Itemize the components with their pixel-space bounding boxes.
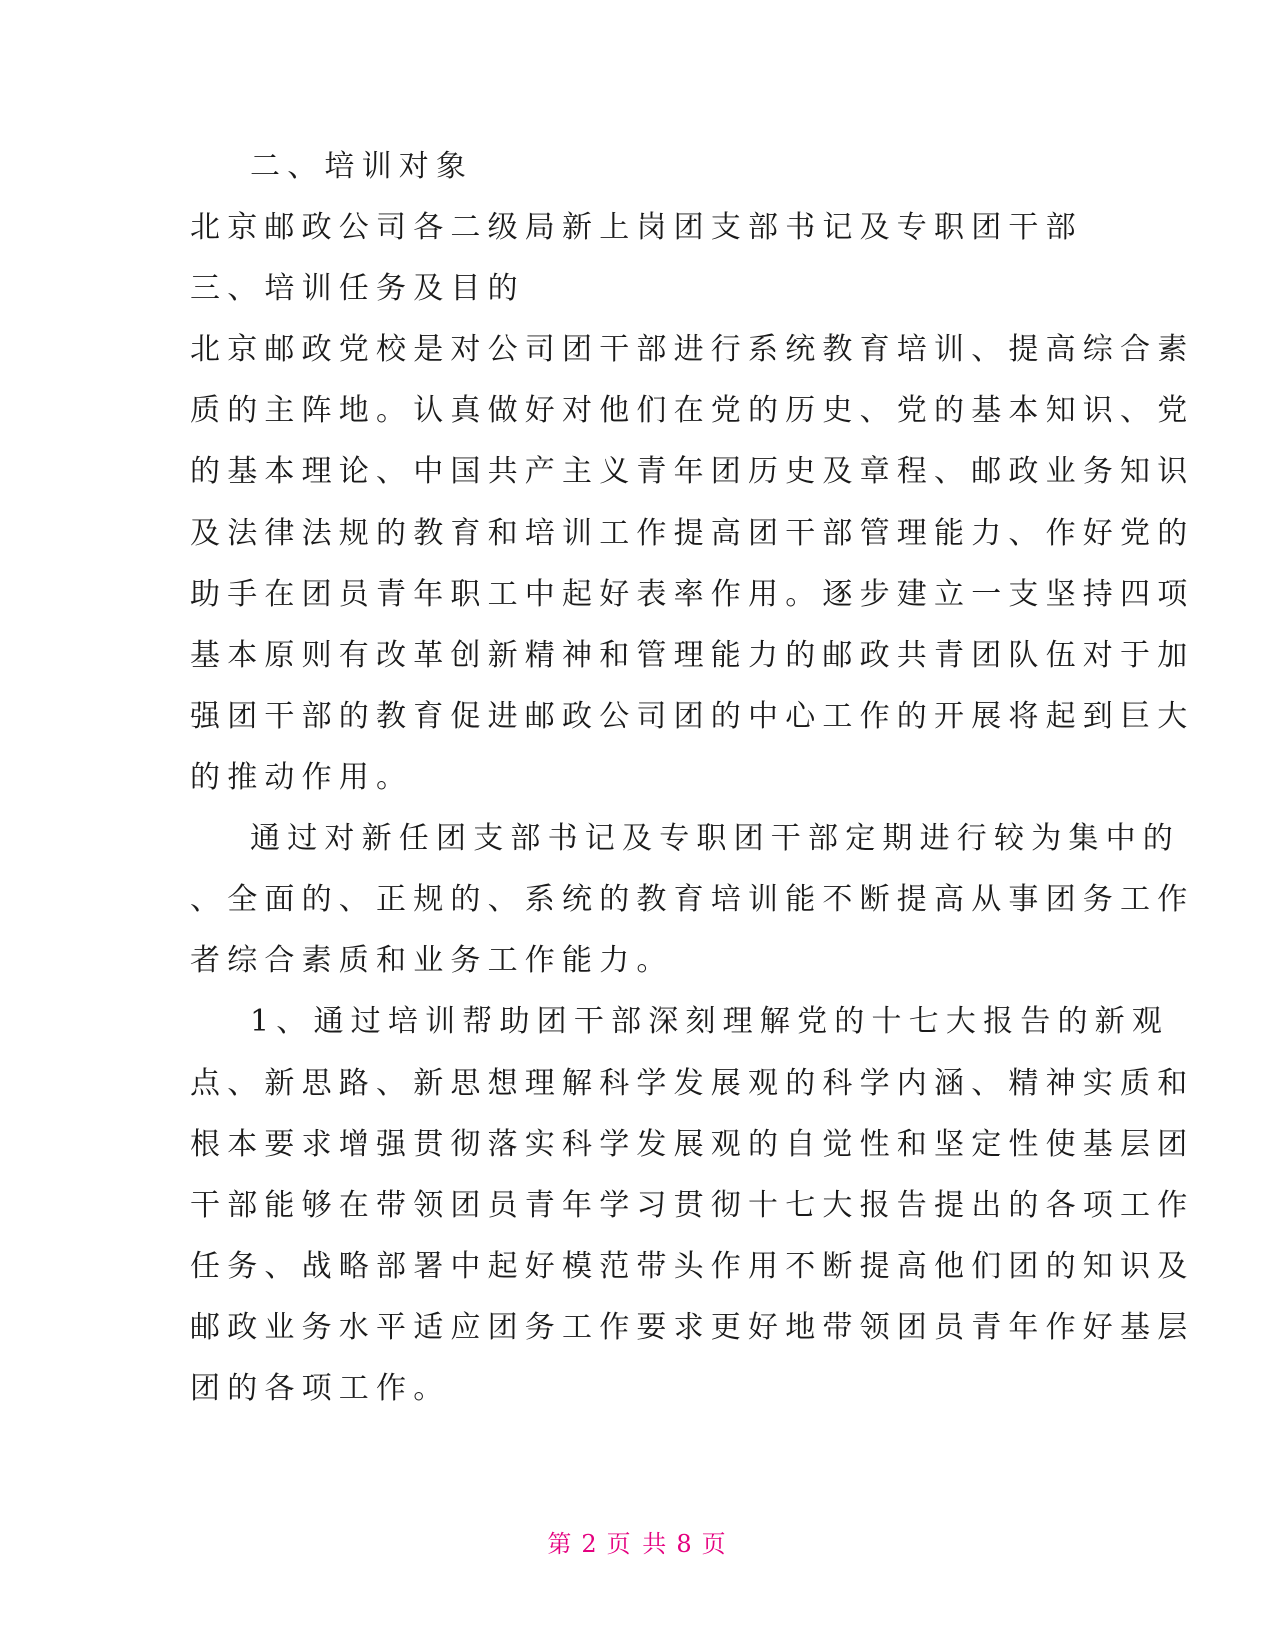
total-pages-number: 8 bbox=[676, 1530, 694, 1558]
paragraph-line: 团的各项工作。 bbox=[190, 1371, 451, 1406]
paragraph-line: 北京邮政公司各二级局新上岗团支部书记及专职团干部 bbox=[190, 210, 1083, 245]
paragraph-line: 及法律法规的教育和培训工作提高团干部管理能力、作好党的 bbox=[190, 516, 1195, 551]
paragraph-line: 根本要求增强贯彻落实科学发展观的自觉性和坚定性使基层团 bbox=[190, 1127, 1195, 1162]
paragraph-line: 、全面的、正规的、系统的教育培训能不断提高从事团务工作 bbox=[190, 882, 1195, 917]
paragraph-line: 者综合素质和业务工作能力。 bbox=[190, 943, 674, 978]
paragraph-line: 点、新思路、新思想理解科学发展观的科学内涵、精神实质和 bbox=[190, 1066, 1195, 1101]
paragraph-line: 基本原则有改革创新精神和管理能力的邮政共青团队伍对于加 bbox=[190, 638, 1195, 673]
section-heading-training-goals: 三、培训任务及目的 bbox=[190, 271, 525, 306]
paragraph-line: 质的主阵地。认真做好对他们在党的历史、党的基本知识、党 bbox=[190, 393, 1195, 428]
paragraph-line: 干部能够在带领团员青年学习贯彻十七大报告提出的各项工作 bbox=[190, 1188, 1195, 1223]
page-footer bbox=[0, 1529, 1275, 1559]
paragraph-line: 通过对新任团支部书记及专职团干部定期进行较为集中的 bbox=[250, 821, 1180, 856]
paragraph-line: 的推动作用。 bbox=[190, 760, 414, 795]
paragraph-line: 邮政业务水平适应团务工作要求更好地带领团员青年作好基层 bbox=[190, 1310, 1195, 1345]
current-page-number: 2 bbox=[581, 1530, 599, 1558]
paragraph-line: 助手在团员青年职工中起好表率作用。逐步建立一支坚持四项 bbox=[190, 577, 1195, 612]
footer-middle: 页 共 bbox=[606, 1530, 669, 1558]
section-heading-training-targets: 二、培训对象 bbox=[250, 149, 474, 184]
paragraph-line: 北京邮政党校是对公司团干部进行系统教育培训、提高综合素 bbox=[190, 332, 1195, 367]
footer-suffix: 页 bbox=[701, 1530, 728, 1558]
paragraph-line: 强团干部的教育促进邮政公司团的中心工作的开展将起到巨大 bbox=[190, 699, 1195, 734]
paragraph-line: 任务、战略部署中起好模范带头作用不断提高他们团的知识及 bbox=[190, 1249, 1195, 1284]
paragraph-line: 1、通过培训帮助团干部深刻理解党的十七大报告的新观 bbox=[250, 1004, 1170, 1039]
footer-prefix: 第 bbox=[547, 1530, 574, 1558]
paragraph-line: 的基本理论、中国共产主义青年团历史及章程、邮政业务知识 bbox=[190, 454, 1195, 489]
